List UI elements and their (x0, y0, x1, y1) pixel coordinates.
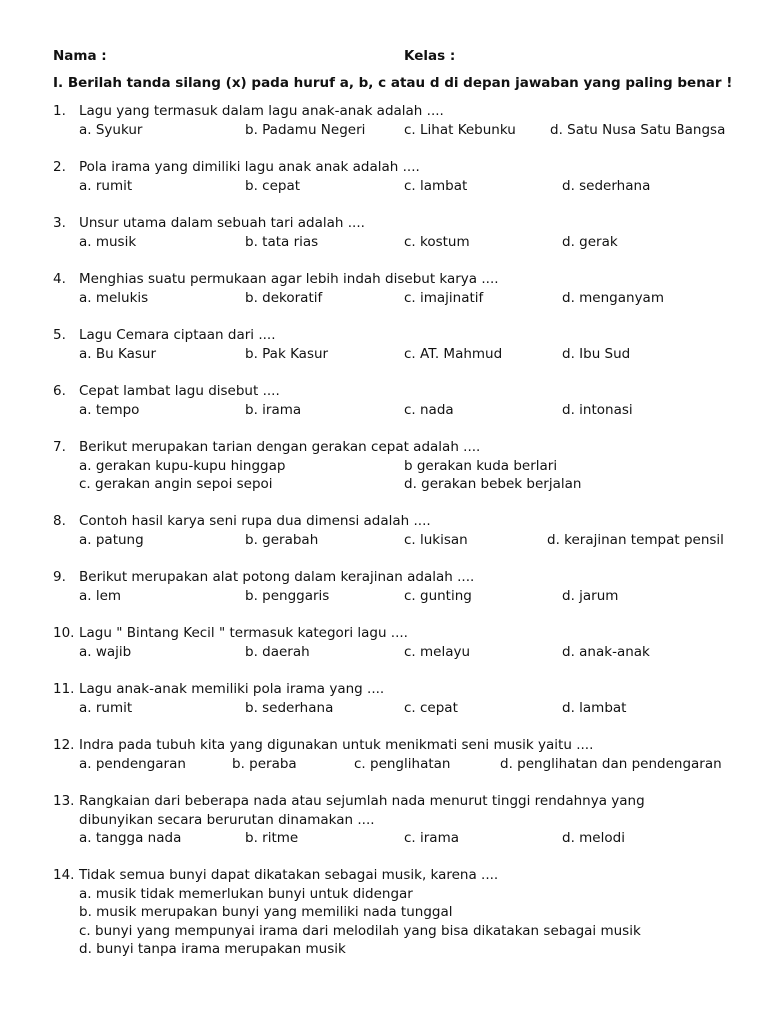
question-number: 1. (53, 103, 66, 119)
question-number: 4. (53, 271, 66, 287)
option-b[interactable]: b. cepat (245, 177, 301, 194)
option-a[interactable]: a. Bu Kasur (79, 345, 156, 362)
question-number: 11. (53, 681, 75, 697)
option-b[interactable]: b. dekoratif (245, 289, 323, 306)
option-a[interactable]: a. gerakan kupu-kupu hinggap (79, 457, 286, 474)
question-text: Indra pada tubuh kita yang digunakan untuk menikmati seni musik yaitu .... (79, 737, 594, 753)
option-b[interactable]: b. daerah (245, 643, 310, 660)
option-d[interactable]: d. sederhana (562, 177, 651, 194)
option-c[interactable]: c. gunting (404, 587, 472, 604)
option-c[interactable]: c. bunyi yang mempunyai irama dari melodilah yang bisa dikatakan sebagai musik (79, 922, 641, 939)
option-d[interactable]: d. lambat (562, 699, 627, 716)
question-12 (53, 736, 753, 773)
option-c[interactable]: c. lambat (404, 177, 468, 194)
option-c[interactable]: c. irama (404, 830, 460, 847)
question-text: Menghias suatu permukaan agar lebih indah disebut karya .... (79, 271, 499, 287)
option-c[interactable]: c. Lihat Kebunku (404, 121, 516, 138)
question-text: Unsur utama dalam sebuah tari adalah .... (79, 215, 365, 231)
question-14 (53, 866, 753, 959)
question-1 (53, 102, 753, 139)
option-b[interactable]: b. penggaris (245, 587, 330, 604)
question-number: 8. (53, 513, 66, 529)
option-a[interactable]: a. pendengaran (79, 755, 186, 772)
option-d[interactable]: d. penglihatan dan pendengaran (500, 755, 722, 772)
option-d[interactable]: d. jarum (562, 587, 619, 604)
option-d[interactable]: d. intonasi (562, 401, 633, 418)
option-a[interactable]: a. patung (79, 531, 144, 548)
option-d[interactable]: d. gerak (562, 233, 618, 250)
option-d[interactable]: d. Satu Nusa Satu Bangsa (550, 121, 726, 138)
question-text: Lagu yang termasuk dalam lagu anak-anak adalah .... (79, 103, 444, 119)
question-13 (53, 792, 753, 848)
question-10 (53, 624, 753, 661)
question-number: 9. (53, 569, 66, 585)
question-number: 2. (53, 159, 66, 175)
question-text: Cepat lambat lagu disebut .... (79, 383, 280, 399)
question-5 (53, 326, 753, 363)
option-a[interactable]: a. Syukur (79, 121, 143, 138)
question-text: Berikut merupakan alat potong dalam kerajinan adalah .... (79, 569, 475, 585)
question-2 (53, 158, 753, 195)
option-b[interactable]: b. Padamu Negeri (245, 121, 366, 138)
option-b[interactable]: b. sederhana (245, 699, 334, 716)
option-b[interactable]: b gerakan kuda berlari (404, 457, 558, 474)
option-c[interactable]: c. penglihatan (354, 755, 451, 772)
option-c[interactable]: c. imajinatif (404, 289, 484, 306)
question-number: 10. (53, 625, 75, 641)
nama-label: Nama : (53, 48, 107, 64)
option-a[interactable]: a. lem (79, 587, 122, 604)
question-text: Lagu anak-anak memiliki pola irama yang .... (79, 681, 385, 697)
question-number: 6. (53, 383, 66, 399)
question-11 (53, 680, 753, 717)
question-text-continued: dibunyikan secara berurutan dinamakan .... (79, 811, 375, 828)
question-text: Pola irama yang dimiliki lagu anak anak adalah .... (79, 159, 420, 175)
option-b[interactable]: b. tata rias (245, 233, 319, 250)
option-d[interactable]: d. Ibu Sud (562, 345, 631, 362)
kelas-label: Kelas : (404, 48, 456, 64)
option-b[interactable]: b. ritme (245, 830, 299, 847)
question-text: Lagu Cemara ciptaan dari .... (79, 327, 276, 343)
question-number: 7. (53, 439, 66, 455)
question-3 (53, 214, 753, 251)
option-a[interactable]: a. rumit (79, 699, 133, 716)
option-d[interactable]: d. gerakan bebek berjalan (404, 476, 582, 493)
option-c[interactable]: c. melayu (404, 643, 471, 660)
option-a[interactable]: a. musik tidak memerlukan bunyi untuk didengar (79, 885, 413, 902)
option-b[interactable]: b. musik merupakan bunyi yang memiliki nada tunggal (79, 904, 453, 921)
question-8 (53, 512, 753, 549)
option-a[interactable]: a. rumit (79, 177, 133, 194)
option-d[interactable]: d. anak-anak (562, 643, 650, 660)
option-c[interactable]: c. lukisan (404, 531, 468, 548)
option-c[interactable]: c. AT. Mahmud (404, 345, 503, 362)
option-d[interactable]: d. menganyam (562, 289, 664, 306)
option-c[interactable]: c. cepat (404, 699, 458, 716)
option-c[interactable]: c. gerakan angin sepoi sepoi (79, 476, 273, 493)
option-a[interactable]: a. melukis (79, 289, 149, 306)
option-a[interactable]: a. musik (79, 233, 137, 250)
question-4 (53, 270, 753, 307)
question-text: Lagu " Bintang Kecil " termasuk kategori lagu .... (79, 625, 408, 641)
instruction: I. Berilah tanda silang (x) pada huruf a, b, c atau d di depan jawaban yang paling benar ! (53, 75, 733, 91)
question-number: 13. (53, 793, 75, 809)
question-text: Rangkaian dari beberapa nada atau sejumlah nada menurut tinggi rendahnya yang (79, 793, 645, 809)
question-number: 14. (53, 867, 75, 883)
option-b[interactable]: b. irama (245, 401, 302, 418)
option-b[interactable]: b. gerabah (245, 531, 319, 548)
question-text: Berikut merupakan tarian dengan gerakan cepat adalah .... (79, 439, 481, 455)
option-a[interactable]: a. tempo (79, 401, 140, 418)
option-a[interactable]: a. wajib (79, 643, 132, 660)
question-number: 5. (53, 327, 66, 343)
option-c[interactable]: c. kostum (404, 233, 470, 250)
option-d[interactable]: d. kerajinan tempat pensil (547, 531, 724, 548)
question-6 (53, 382, 753, 419)
option-c[interactable]: c. nada (404, 401, 454, 418)
question-text: Contoh hasil karya seni rupa dua dimensi adalah .... (79, 513, 431, 529)
option-a[interactable]: a. tangga nada (79, 830, 182, 847)
option-b[interactable]: b. Pak Kasur (245, 345, 329, 362)
question-number: 12. (53, 737, 75, 753)
question-9 (53, 568, 753, 605)
option-d[interactable]: d. bunyi tanpa irama merupakan musik (79, 941, 346, 958)
option-b[interactable]: b. peraba (232, 755, 297, 772)
option-d[interactable]: d. melodi (562, 830, 625, 847)
question-number: 3. (53, 215, 66, 231)
question-text: Tidak semua bunyi dapat dikatakan sebagai musik, karena .... (79, 867, 499, 883)
question-7 (53, 438, 753, 494)
